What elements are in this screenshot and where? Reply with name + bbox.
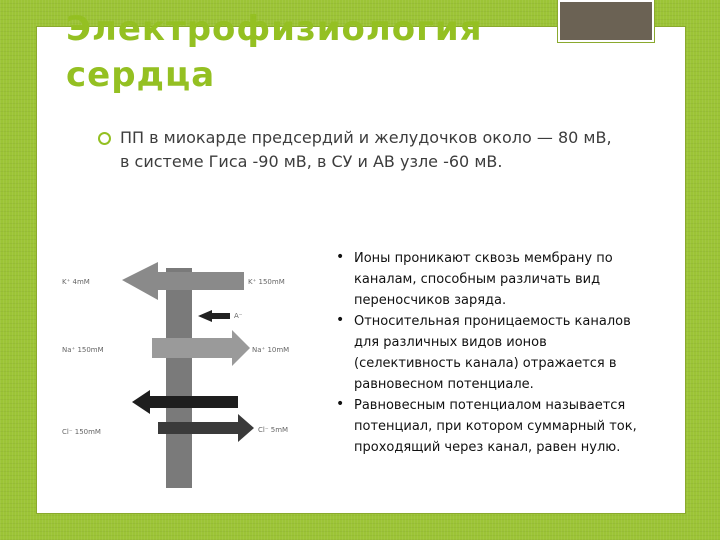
na-inside-label: Na⁺ 10mM [252,346,290,354]
na-outside-label: Na⁺ 150mM [62,346,104,354]
k-outside-label: K⁺ 4mM [62,278,90,286]
list-item: • Равновесным потенциалом называется потенциал, при котором суммарный ток, проходящий через канал, равен нулю. [334,395,644,458]
circle-bullet-icon [98,132,111,145]
side-bullet-list [334,248,644,458]
membrane-post [166,268,192,488]
ion-channel-diagram [62,250,302,490]
cl-outside-label: Cl⁻ 150mM [62,428,101,436]
a-label: A⁻ [234,312,243,320]
ion-channel-svg [62,250,302,490]
list-item: • Относительная проницаемость каналов для различных видов ионов (селективность канала) отражается в равновесном потенциале. [334,311,644,395]
main-bullet-text: ПП в миокарде предсердий и желудочков около — 80 мВ, в системе Гиса -90 мВ, в СУ и АВ узле -60 мВ. [120,128,612,171]
title-line-1: Электрофизиология [66,9,483,49]
title-line-2: сердца [66,55,216,95]
corner-decoration [558,0,654,42]
cl-inside-label: Cl⁻ 5mM [258,426,289,434]
main-bullet [98,126,618,174]
a-arrow-icon [198,310,230,322]
k-inside-label: K⁺ 150mM [248,278,285,286]
list-item: • Ионы проникают сквозь мембрану по каналам, способным различать вид переносчиков заряда. [334,248,644,311]
slide-title [66,6,566,98]
